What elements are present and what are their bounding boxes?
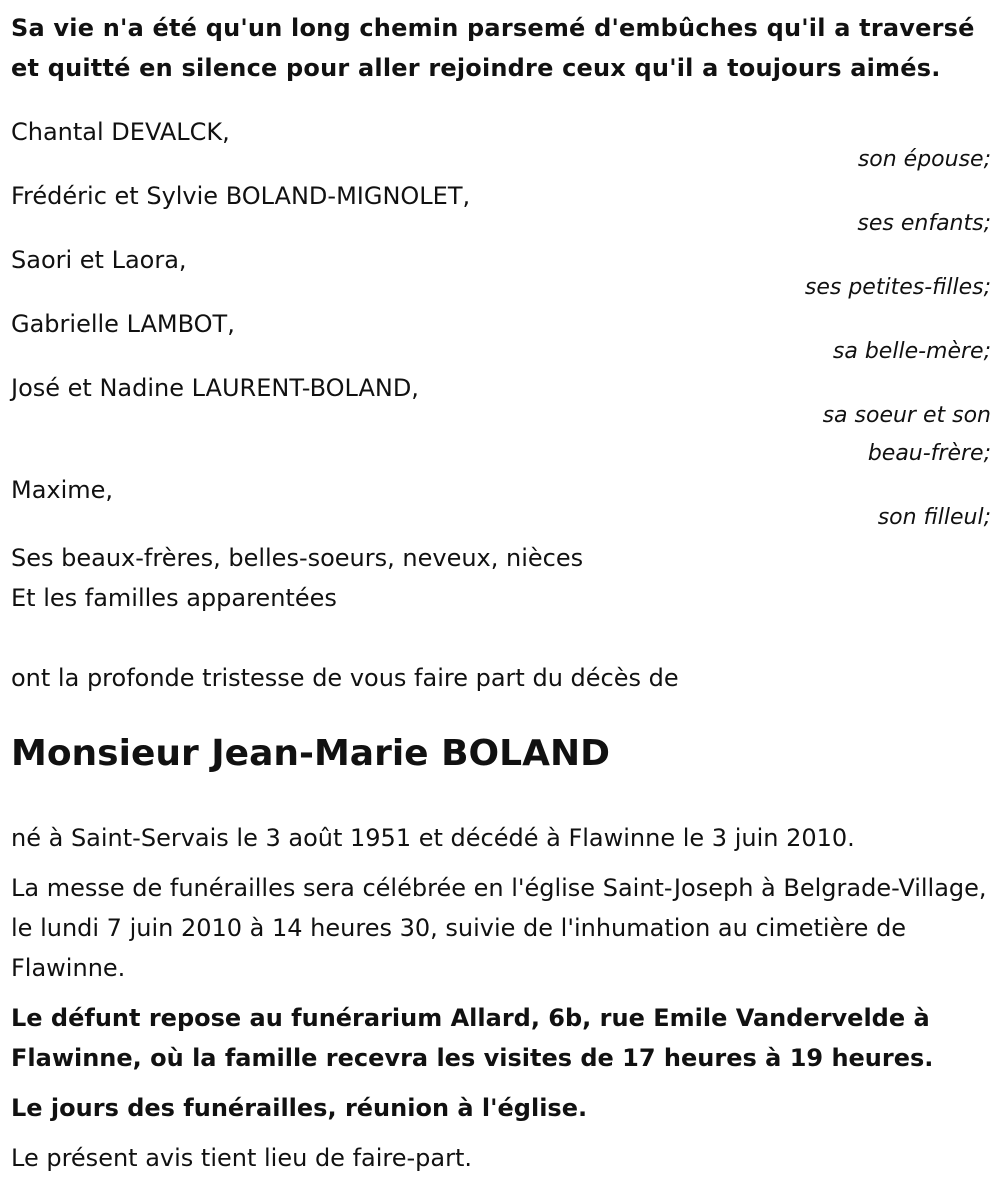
family-member-relation-line1: sa soeur et son [822,403,991,428]
meeting-text: Le jours des funérailles, réunion à l'église. [11,1094,588,1122]
family-member [11,372,991,474]
notice-text: Le présent avis tient lieu de faire-part. [11,1144,473,1172]
family-member [11,474,991,538]
extended-family-line: Ses beaux-frères, belles-soeurs, neveux, nièces [11,544,584,572]
family-member [11,180,991,244]
deceased-name: Monsieur Jean-Marie BOLAND [11,733,610,774]
family-member-name: Saori et Laora, [11,246,187,274]
family-member-relation-line2: beau-frère; [867,441,991,466]
family-list [11,116,991,538]
visitation-text: Le défunt repose au funérarium Allard, 6b, rue Emile Vandervelde à Flawinne, où la famille recevra les visites de 17 heures à 19 heures. [11,1004,934,1072]
funeral-mass-text: La messe de funérailles sera célébrée en l'église Saint-Joseph à Belgrade-Village, le lundi 7 juin 2010 à 14 heures 30, suivie de l'inhumation au cimetière de Flawinne. [11,874,987,982]
extended-family-line: Et les familles apparentées [11,584,337,612]
family-member-relation: ses enfants; [857,211,991,236]
obituary-notice [11,8,991,1178]
birth-death-text: né à Saint-Servais le 3 août 1951 et décédé à Flawinne le 3 juin 2010. [11,824,855,852]
family-member-name: José et Nadine LAURENT-BOLAND, [11,374,419,402]
family-member-name: Chantal DEVALCK, [11,118,230,146]
family-member-name: Frédéric et Sylvie BOLAND-MIGNOLET, [11,182,471,210]
family-member-relation: son épouse; [857,147,991,172]
family-member [11,308,991,372]
family-member [11,244,991,308]
announcement-text: ont la profonde tristesse de vous faire part du décès de [11,664,679,692]
family-member-relation: ses petites-filles; [804,275,991,300]
family-member-name: Gabrielle LAMBOT, [11,310,235,338]
family-member [11,116,991,180]
family-member-relation: sa belle-mère; [832,339,991,364]
family-member-name: Maxime, [11,476,114,504]
family-member-relation: son filleul; [877,505,991,530]
intro-text: Sa vie n'a été qu'un long chemin parsemé d'embûches qu'il a traversé et quitté en silence pour aller rejoindre ceux qu'il a toujours aimés. [11,14,975,82]
